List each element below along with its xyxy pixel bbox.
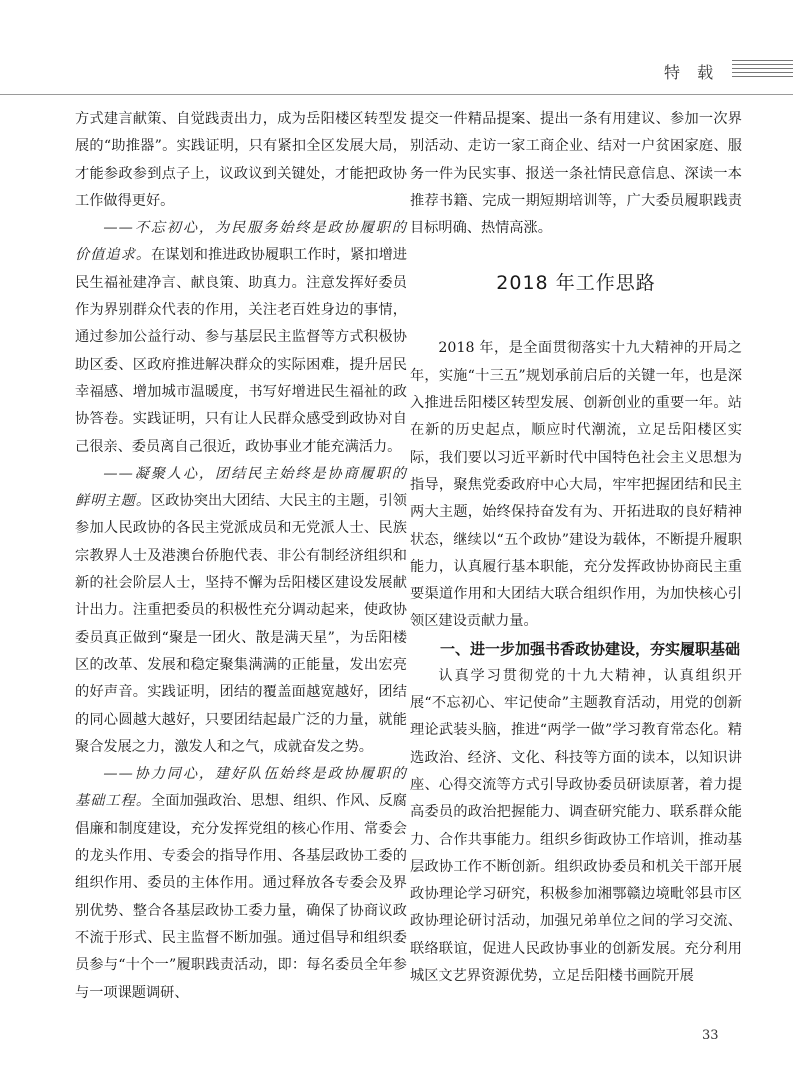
left-column [75, 106, 407, 1007]
paragraph [75, 761, 407, 1007]
paragraph-body: 全面加强政治、思想、组织、作风、反腐倡廉和制度建设，充分发挥党组的核心作用、常委会的龙头作用、专委会的指导作用、各基层政协工委的组织作用、委员的主体作用。通过释放各专委会及界别优势、整合各基层政协工委力量，确保了协商议政不流于形式、民主监督不断加强。通过倡导和组织委员参与“十个一”履职践责活动，即：每名委员全年参与一项课题调研、 [75, 793, 407, 1001]
page-number: 33 [702, 1028, 719, 1043]
paragraph-lead: ——凝聚人心，团结民主始终是协商履职的鲜明主题。 [75, 465, 407, 510]
paragraph-body: 区政协突出大团结、大民主的主题，引领参加人民政协的各民主党派成员和无党派人士、民族宗教界人士及港澳台侨胞代表、非公有制经济组织和新的社会阶层人士，坚持不懈为岳阳楼区建设发展献计出力。注重把委员的积极性充分调动起来，使政协委员真正做到“聚是一团火、散是满天星”，为岳阳楼区的改革、发展和稳定聚集满满的正能量，发出宏亮的好声音。实践证明，团结的覆盖面越宽越好，团结的同心圆越大越好，只要团结起最广泛的力量，就能聚合发展之力，激发人和之气，成就奋发之势。 [75, 493, 407, 755]
paragraph-lead: ——不忘初心，为民服务始终是政协履职的价值追求。 [75, 220, 407, 264]
paragraph [75, 461, 407, 761]
paragraph: 方式建言献策、自觉践责出力，成为岳阳楼区转型发展的“助推器”。实践证明，只有紧扣全区发展大局，才能参政参到点子上，议政议到关键处，才能把政协工作做得更好。 [75, 111, 407, 209]
right-column [410, 106, 742, 990]
section-label: 特 载 [664, 63, 720, 82]
paragraph: 提交一件精品提案、提出一条有用建议、参加一次界别活动、走访一家工商企业、结对一户贫困家庭、服务一件为民实事、报送一条社情民意信息、深读一本推荐书籍、完成一期短期培训等，广大委员履职践责目标明确、热情高涨。 [410, 111, 742, 237]
section-title: 2018 年工作思路 [496, 272, 656, 295]
subheading: 一、进一步加强书香政协建设，夯实履职基础 [440, 639, 741, 658]
paragraph-lead: ——协力同心，建好队伍始终是政协履职的基础工程。 [75, 766, 407, 810]
header-rule [0, 94, 793, 95]
paragraph-body: 在谋划和推进政协履职工作时，紧扣增进民生福祉建净言、献良策、助真力。注意发挥好委员作为界别群众代表的作用，关注老百姓身边的事情，通过参加公益行动、参与基层民主监督等方式积极协助区委、区政府推进解决群众的实际困难，提升居民幸福感、增加城市温暖度，书写好增进民生福祉的政协答卷。实践证明，只有让人民群众感受到政协对自己很亲、委员离自己很近，政协事业才能充满活力。 [75, 247, 407, 455]
paragraph: 认真学习贯彻党的十九大精神，认真组织开展“不忘初心、牢记使命”主题教育活动，用党的创新理论武装头脑，推进“两学一做”学习教育常态化。精选政治、经济、文化、科技等方面的读本，以知识讲座、心得交流等方式引导政协委员研读原著，着力提高委员的政治把握能力、调查研究能力、联系群众能力、合作共事能力。组织乡街政协工作培训，推动基层政协工作不断创新。组织政协委员和机关干部开展政协理论学习研究，积极参加湘鄂赣边境毗邻县市区政协理论研讨活动，加强兄弟单位之间的学习交流、联络联谊，促进人民政协事业的创新发展。充分利用城区文艺界资源优势，立足岳阳楼书画院开展 [410, 667, 742, 985]
header-decoration [732, 60, 793, 80]
paragraph [75, 215, 407, 461]
paragraph: 2018 年，是全面贯彻落实十九大精神的开局之年，实施“十三五”规划承前启后的关键一年，也是深入推进岳阳楼区转型发展、创新创业的重要一年。站在新的历史起点，顺应时代潮流，立足岳阳楼区实际，我们要以习近平新时代中国特色社会主义思想为指导，聚焦党委政府中心大局，牢牢把握团结和民主两大主题，始终保持奋发有为、开拓进取的良好精神状态，继续以“五个政协”建设为载体，不断提升履职能力，认真履行基本职能，充分发挥政协协商民主重要渠道作用和大团结大联合组织作用，为加快核心引领区建设贡献力量。 [410, 340, 742, 630]
